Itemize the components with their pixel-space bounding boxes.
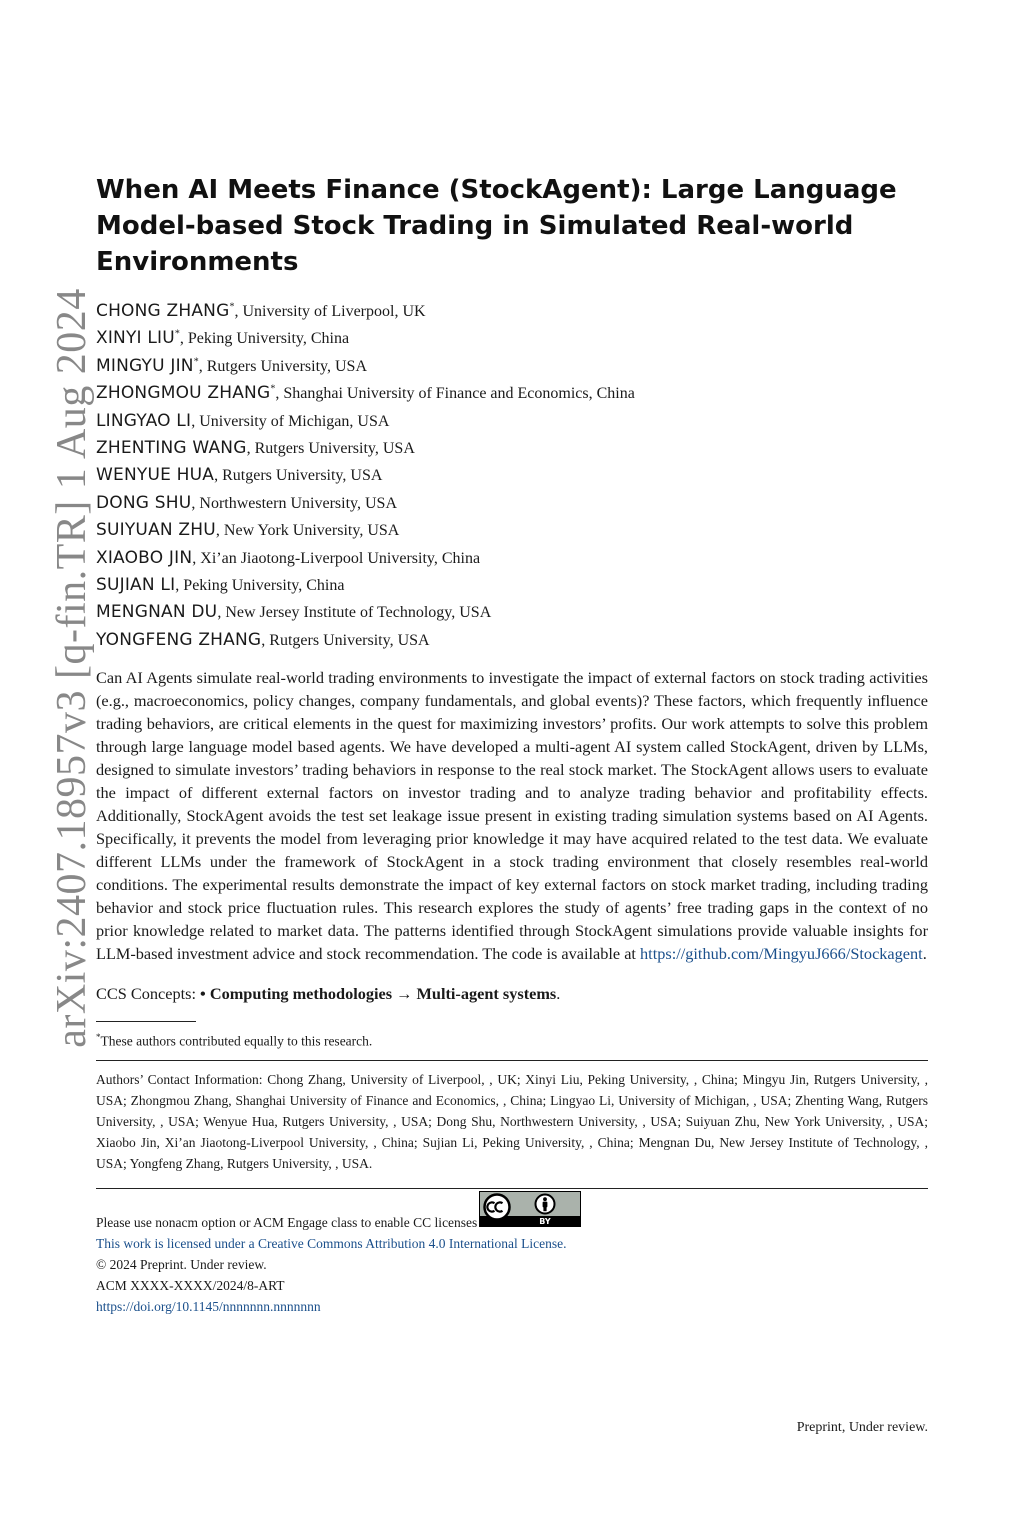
- code-repository-link[interactable]: https://github.com/MingyuJ666/Stockagent: [640, 944, 923, 964]
- author-affiliation: , Xi’an Jiaotong-Liverpool University, China: [192, 549, 481, 567]
- author-entry: [96, 462, 928, 489]
- author-affiliation: , New York University, USA: [215, 522, 400, 540]
- author-name: MENGNAN DU: [96, 602, 218, 623]
- author-name: MINGYU JIN: [96, 355, 194, 376]
- paper-title: When AI Meets Finance (StockAgent): Large Language Model-based Stock Trading in Simulated Real-world Environments: [96, 175, 897, 277]
- author-entry: [96, 572, 928, 599]
- footnote-mark: *: [96, 1031, 101, 1042]
- author-affiliation: , Peking University, China: [179, 330, 350, 348]
- ccs-end: .: [556, 983, 561, 1003]
- cc-license-link[interactable]: This work is licensed under a Creative Commons Attribution 4.0 International License.: [96, 1236, 567, 1252]
- author-name: SUJIAN LI: [96, 575, 176, 596]
- author-entry: [96, 627, 928, 654]
- section-divider: [96, 1188, 928, 1189]
- ccs-arrow: →: [392, 983, 417, 1003]
- author-name: ZHONGMOU ZHANG: [96, 383, 271, 404]
- arxiv-identifier-stamp: arXiv:2407.18957v3 [q-fin.TR] 1 Aug 2024: [49, 288, 95, 1048]
- author-entry: [96, 380, 928, 407]
- author-entry: [96, 545, 928, 572]
- author-entry: [96, 298, 928, 325]
- author-name: ZHENTING WANG: [96, 438, 247, 459]
- author-entry: [96, 435, 928, 462]
- author-affiliation: , Shanghai University of Finance and Economics, China: [275, 385, 635, 403]
- copyright-notice: © 2024 Preprint. Under review.: [96, 1257, 267, 1273]
- author-affiliation: , Peking University, China: [175, 577, 345, 595]
- ccs-concepts: [96, 982, 928, 1005]
- author-affiliation: , Northwestern University, USA: [191, 494, 397, 512]
- cc-notice-line: [96, 1197, 928, 1233]
- author-affiliation: , New Jersey Institute of Technology, USA: [217, 604, 492, 622]
- footnote-rule: [96, 1021, 196, 1022]
- equal-contribution-footnote: [96, 1028, 928, 1051]
- abstract: [96, 666, 928, 965]
- author-entry: [96, 353, 928, 380]
- author-name: CHONG ZHANG: [96, 301, 230, 321]
- author-name: XINYI LIU: [96, 328, 175, 349]
- ccs-subconcept: Multi-agent systems: [416, 983, 557, 1003]
- license-block: [96, 1197, 928, 1317]
- cc-by-badge-graphic: [480, 1192, 580, 1226]
- author-name: XIAOBO JIN: [96, 547, 193, 568]
- author-affiliation: , University of Liverpool, UK: [234, 303, 426, 320]
- ccs-label: CCS Concepts:: [96, 983, 201, 1003]
- abstract-tail: .: [922, 944, 927, 964]
- paper-first-page: [96, 172, 928, 1317]
- cc-license-notice: Please use nonacm option or ACM Engage class to enable CC licenses: [96, 1215, 478, 1231]
- author-name: SUIYUAN ZHU: [96, 520, 216, 541]
- equal-contribution-mark: *: [270, 383, 276, 395]
- abstract-text: Can AI Agents simulate real-world trading environments to investigate the impact of external factors on stock trading activities (e.g., macroeconomics, policy changes, company fundamentals, and global events)? These factors, which frequently influence trading behaviors, are critical elements in the quest for maximizing investors’ profits. Our work attempts to solve this problem through large language model based agents. We have developed a multi-agent AI system called StockAgent, driven by LLMs, designed to simulate investors’ trading behaviors in response to the real stock market. The StockAgent allows users to evaluate the impact of different external factors on investor trading and to analyze trading behavior and profitability effects. Additionally, StockAgent avoids the test set leakage issue present in existing trading simulation systems based on AI Agents. Specifically, it prevents the model from leveraging prior knowledge it may have acquired related to the test data. We evaluate different LLMs under the framework of StockAgent in a stock trading environment that closely resembles real-world conditions. The experimental results demonstrate the impact of key external factors on stock market trading, including trading behavior and stock price fluctuation rules. This research explores the study of agents’ free trading gaps in the context of no prior knowledge related to market data. The patterns identified through StockAgent simulations provide valuable insights for LLM-based investment advice and stock recommendation. The code is available at: [96, 668, 928, 964]
- doi-link[interactable]: https://doi.org/10.1145/nnnnnnn.nnnnnnn: [96, 1299, 321, 1315]
- equal-contribution-mark: *: [174, 329, 180, 341]
- author-entry: [96, 408, 928, 435]
- author-list: [96, 298, 928, 654]
- author-affiliation: , Rutgers University, USA: [246, 440, 415, 458]
- running-footer: Preprint, Under review.: [796, 1420, 928, 1435]
- author-name: YONGFENG ZHANG: [96, 629, 262, 650]
- author-affiliation: , Rutgers University, USA: [214, 467, 383, 485]
- section-divider: [96, 1060, 928, 1061]
- author-name: LINGYAO LI: [96, 410, 192, 431]
- cc-badge-label: BY: [539, 1217, 552, 1227]
- author-entry: [96, 599, 928, 626]
- author-entry: [96, 517, 928, 544]
- author-entry: [96, 325, 928, 352]
- author-affiliation: , University of Michigan, USA: [191, 412, 390, 430]
- author-name: DONG SHU: [96, 492, 192, 513]
- author-entry: [96, 490, 928, 517]
- authors-contact-information: Authors’ Contact Information: Chong Zhang, University of Liverpool, , UK; Xinyi Liu, Peking University, , China; Mingyu Jin, Rutgers University, , USA; Zhongmou Zhang, Shanghai University of Finance and Economics, , China; Lingyao Li, University of Michigan, , USA; Zhenting Wang, Rutgers University, , USA; Wenyue Hua, Rutgers University, , USA; Dong Shu, Northwestern University, , USA; Suiyuan Zhu, New York University, , USA; Xiaobo Jin, Xi’an Jiaotong-Liverpool University, , China; Sujian Li, Peking University, , China; Mengnan Du, New Jersey Institute of Technology, , USA; Yongfeng Zhang, Rutgers University, , USA.: [96, 1072, 928, 1172]
- ccs-concept: Computing methodologies: [209, 983, 393, 1003]
- author-affiliation: , Rutgers University, USA: [198, 357, 367, 375]
- footnote-text: These authors contributed equally to this research.: [100, 1033, 373, 1049]
- equal-contribution-mark: *: [193, 356, 199, 368]
- ccs-bullet: •: [200, 983, 210, 1003]
- acm-reference: ACM XXXX-XXXX/2024/8-ART: [96, 1278, 285, 1294]
- cc-by-badge-icon: [479, 1191, 581, 1227]
- equal-contribution-mark: *: [229, 301, 235, 313]
- author-affiliation: , Rutgers University, USA: [261, 631, 430, 649]
- author-name: WENYUE HUA: [96, 465, 215, 486]
